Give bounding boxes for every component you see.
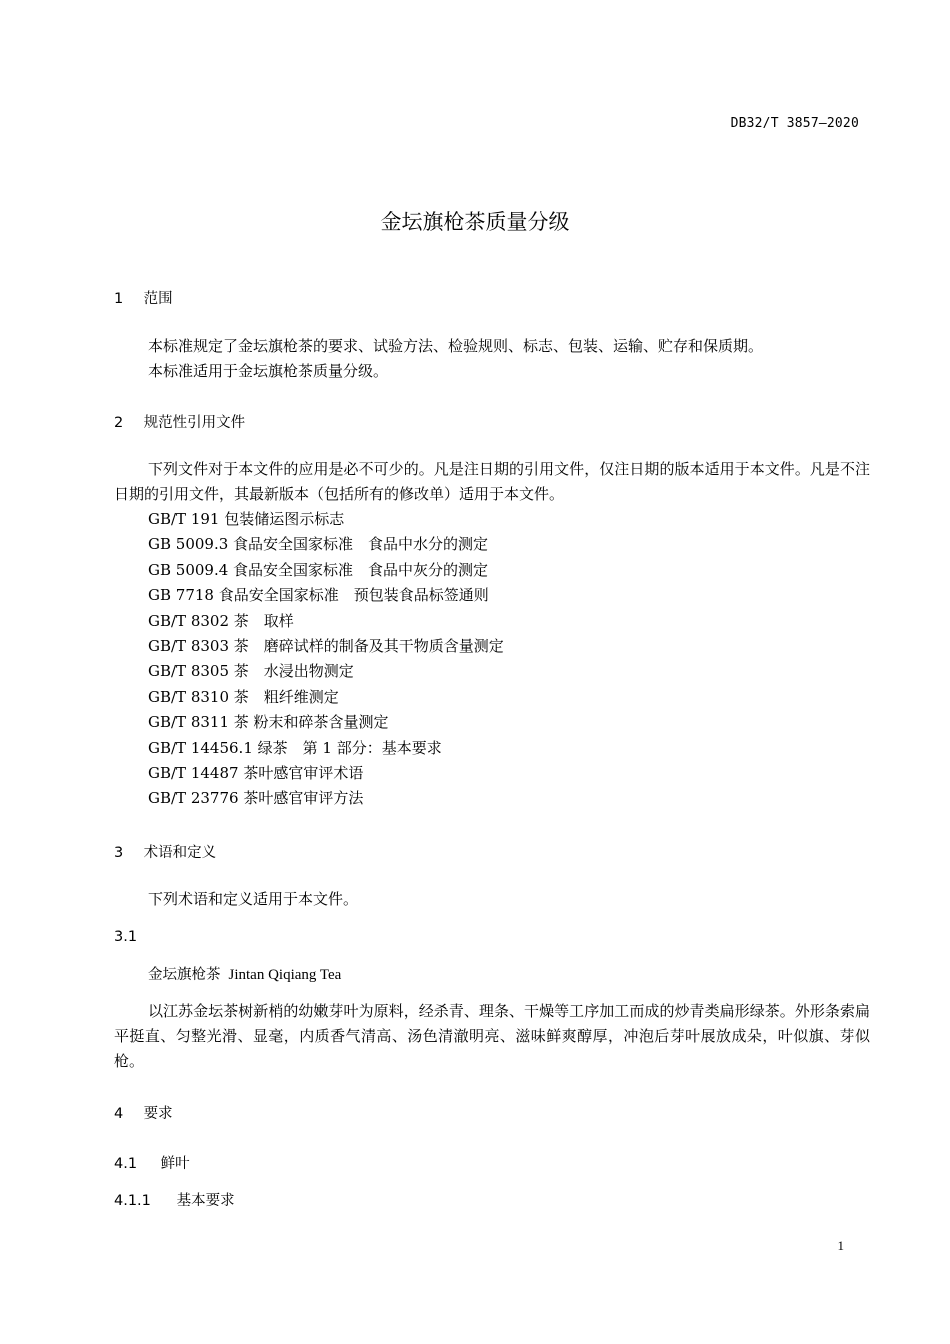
normative-intro: 下列文件对于本文件的应用是必不可少的。凡是注日期的引用文件，仅注日期的版本适用于本文件。凡是不注日期的引用文件，其最新版本（包括所有的修改单）适用于本文件。 <box>114 460 870 503</box>
subsection-heading-fresh-leaves <box>114 1152 190 1173</box>
subsection-number: 4.1 <box>114 1156 138 1172</box>
document-code: DB32/T 3857—2020 <box>730 116 859 131</box>
section-title: 规范性引用文件 <box>143 415 246 431</box>
reference-item: GB/T 23776 茶叶感官审评方法 <box>148 789 364 808</box>
subsubsection-title: 基本要求 <box>176 1193 235 1209</box>
term-entry <box>148 962 341 988</box>
reference-item: GB 5009.3 食品安全国家标准 食品中水分的测定 <box>148 535 489 554</box>
reference-item: GB/T 14456.1 绿茶 第 1 部分：基本要求 <box>148 738 442 757</box>
section-heading-scope <box>114 287 173 308</box>
section-number: 3 <box>114 845 124 861</box>
page-number: 1 <box>837 1238 844 1253</box>
subsubsection-number: 4.1.1 <box>114 1193 151 1209</box>
term-number: 3.1 <box>114 929 138 945</box>
section-title: 要求 <box>143 1106 173 1122</box>
subsubsection-heading-basic-requirements <box>114 1189 235 1210</box>
section-number: 1 <box>114 291 124 307</box>
section-heading-requirements <box>114 1102 173 1123</box>
section-heading-terms <box>114 841 216 862</box>
scope-paragraph-1: 本标准规定了金坛旗枪茶的要求、试验方法、检验规则、标志、包装、运输、贮存和保质期。 <box>148 337 764 355</box>
reference-item: GB/T 8311 茶 粉末和碎茶含量测定 <box>148 713 389 732</box>
subsection-title: 鲜叶 <box>160 1156 190 1172</box>
section-number: 2 <box>114 415 124 431</box>
reference-item: GB/T 14487 茶叶感官审评术语 <box>148 764 364 783</box>
reference-item: GB/T 191 包装储运图示标志 <box>148 510 345 528</box>
reference-item: GB/T 8305 茶 水浸出物测定 <box>148 662 354 681</box>
term-definition: 以江苏金坛茶树新梢的幼嫩芽叶为原料，经杀青、理条、干燥等工序加工而成的炒青类扁形绿茶。外形条索扁平挺直、匀整光滑、显毫，内质香气清高、汤色清澈明亮、滋味鲜爽醇厚，冲泡后芽叶展放成朵，叶似旗、芽似枪。 <box>114 1002 870 1070</box>
term-english: Jintan Qiqiang Tea <box>228 967 342 983</box>
reference-item: GB 7718 食品安全国家标准 预包装食品标签通则 <box>148 586 489 605</box>
reference-item: GB/T 8310 茶 粗纤维测定 <box>148 687 339 706</box>
reference-item: GB/T 8302 茶 取样 <box>148 611 294 630</box>
section-title: 范围 <box>143 291 173 307</box>
reference-item: GB 5009.4 食品安全国家标准 食品中灰分的测定 <box>148 560 489 579</box>
scope-paragraph-2: 本标准适用于金坛旗枪茶质量分级。 <box>148 362 389 380</box>
section-title: 术语和定义 <box>143 845 217 861</box>
section-number: 4 <box>114 1106 124 1122</box>
reference-item: GB/T 8303 茶 磨碎试样的制备及其干物质含量测定 <box>148 637 504 656</box>
reference-list <box>148 507 504 812</box>
term-chinese: 金坛旗枪茶 <box>148 967 221 983</box>
section-heading-normative <box>114 411 245 432</box>
document-title: 金坛旗枪茶质量分级 <box>380 210 570 234</box>
terms-intro: 下列术语和定义适用于本文件。 <box>148 890 359 908</box>
